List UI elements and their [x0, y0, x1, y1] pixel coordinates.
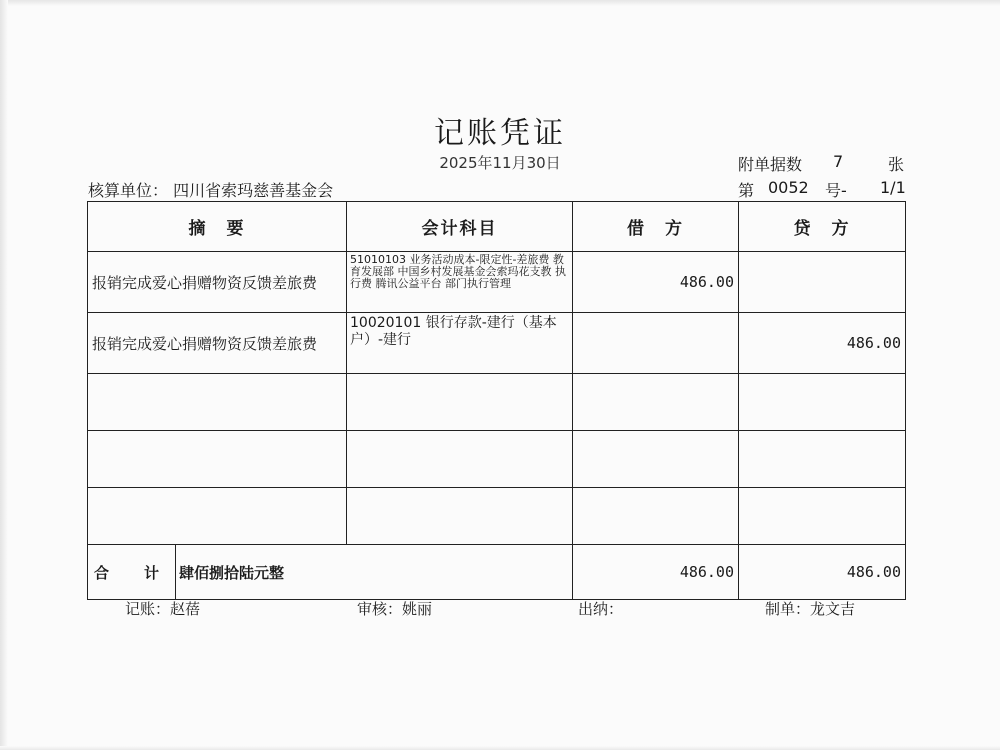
total-debit: 486.00: [573, 545, 739, 600]
empty-cell: [347, 488, 573, 545]
attachments-unit: 张: [888, 155, 905, 174]
bookkeeper-signature: 记账：赵蓓: [125, 600, 201, 618]
voucher-number-prefix: 第: [738, 181, 755, 200]
empty-cell: [739, 431, 906, 488]
empty-cell: [739, 488, 906, 545]
entry-summary: 报销完成爱心捐赠物资反馈差旅费: [88, 252, 347, 313]
empty-cell: [88, 488, 347, 545]
entry-account: 10020101 银行存款-建行（基本户）-建行: [347, 313, 573, 374]
empty-cell: [88, 374, 347, 431]
table-row-empty: [88, 431, 906, 488]
entry-debit: 486.00: [573, 252, 739, 313]
table-row: [88, 252, 906, 313]
table-row: [88, 313, 906, 374]
empty-cell: [573, 374, 739, 431]
total-credit: 486.00: [739, 545, 906, 600]
header-debit: 借 方: [573, 202, 739, 252]
table-total-row: [88, 545, 906, 600]
empty-cell: [347, 431, 573, 488]
header-account: 会计科目: [347, 202, 573, 252]
total-label: 合 计: [88, 545, 176, 600]
voucher-table: [87, 201, 906, 600]
entry-credit: 486.00: [739, 313, 906, 374]
document-title: 记账凭证: [434, 116, 566, 151]
table-row-empty: [88, 374, 906, 431]
voucher-number-suffix: 号-: [825, 181, 847, 200]
empty-cell: [573, 431, 739, 488]
header-summary: 摘 要: [88, 202, 347, 252]
auditor-signature: 审核：姚丽: [357, 600, 433, 618]
header-credit: 贷 方: [739, 202, 906, 252]
accounting-unit-label: 核算单位：: [88, 181, 169, 200]
scan-edge-bottom: [0, 746, 1000, 750]
empty-cell: [347, 374, 573, 431]
entry-debit: [573, 313, 739, 374]
empty-cell: [88, 431, 347, 488]
empty-cell: [739, 374, 906, 431]
accounting-unit-name: 四川省索玛慈善基金会: [173, 181, 334, 200]
empty-cell: [573, 488, 739, 545]
voucher-page-count: 1/1: [880, 178, 906, 197]
table-header-row: [88, 202, 906, 252]
scan-edge-top: [0, 0, 1000, 6]
attachments-label: 附单据数: [738, 155, 803, 174]
cashier-signature: 出纳：: [578, 600, 624, 618]
accounting-unit: [88, 178, 333, 201]
preparer-signature: 制单：龙文吉: [765, 600, 856, 618]
entry-summary: 报销完成爱心捐赠物资反馈差旅费: [88, 313, 347, 374]
voucher-number-value: 0052: [768, 178, 809, 197]
voucher-date: 2025年11月30日: [439, 154, 561, 172]
attachments-number: 7: [833, 152, 844, 171]
entry-account: 51010103 业务活动成本-限定性-差旅费 教育发展部 中国乡村发展基金会索玛花支教 执行费 腾讯公益平台 部门执行管理: [347, 252, 573, 313]
entry-credit: [739, 252, 906, 313]
table-row-empty: [88, 488, 906, 545]
total-amount-in-words: 肆佰捌拾陆元整: [176, 545, 573, 600]
